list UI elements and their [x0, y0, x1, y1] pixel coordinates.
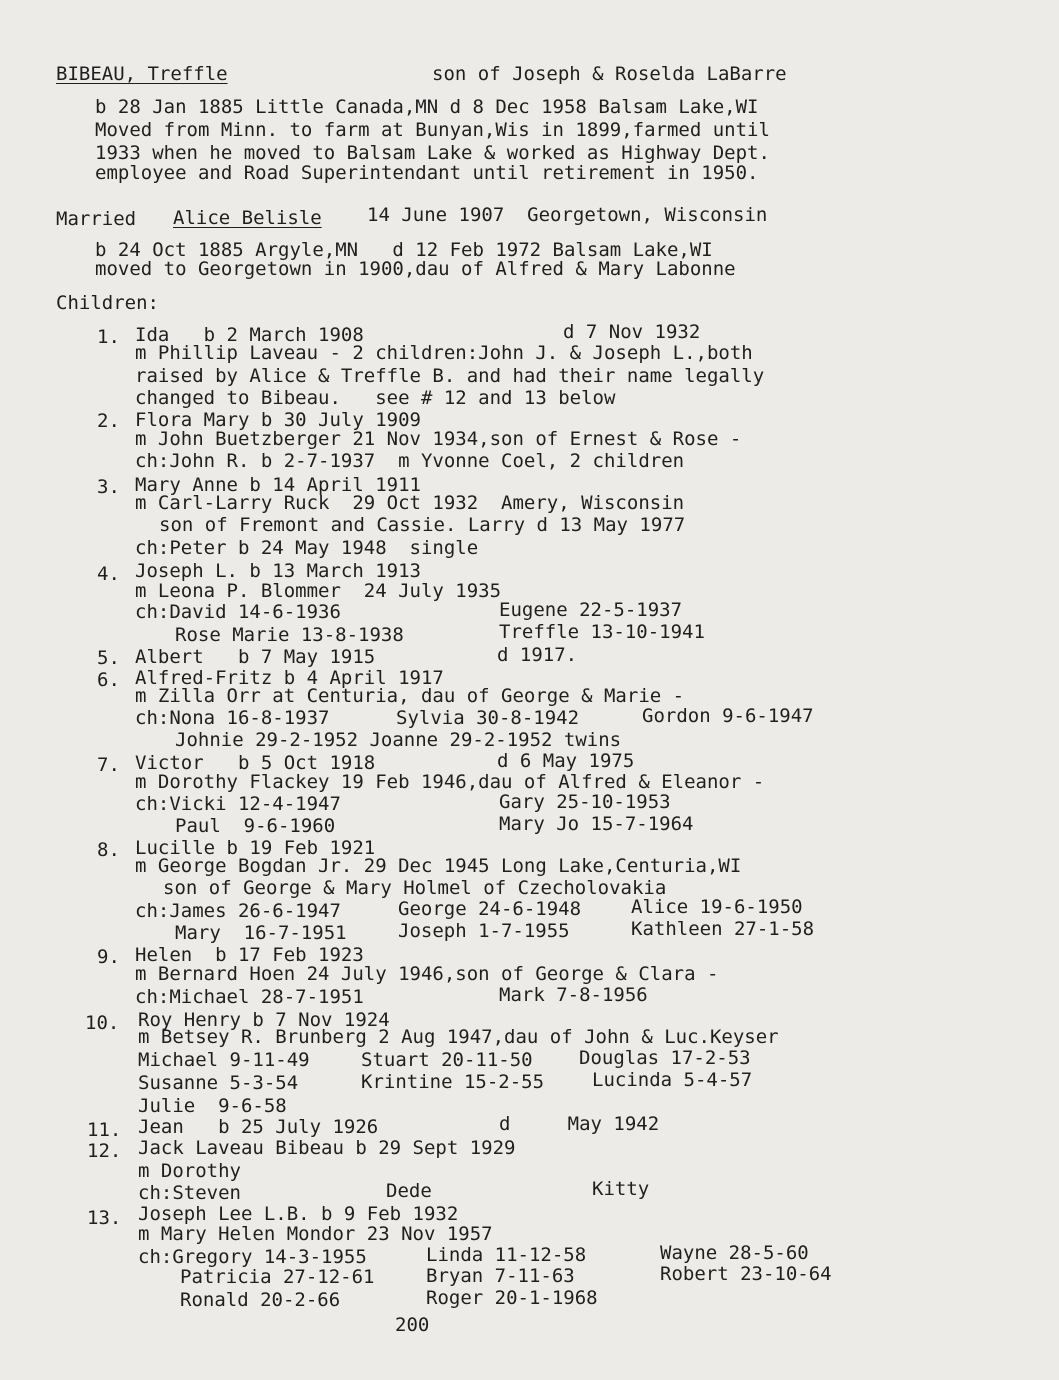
child-number: 1.: [97, 326, 120, 348]
child-line: m Mary Helen Mondor 23 Nov 1957: [138, 1223, 493, 1245]
grandchild: Johnie 29-2-1952 Joanne 29-2-1952 twins: [175, 729, 622, 751]
child-entry: Lucille b 19 Feb 1921: [135, 837, 376, 859]
grandchild: George 24-6-1948: [398, 898, 582, 920]
child-line: raised by Alice & Treffle B. and had their name legally: [135, 365, 765, 387]
child-line: ch:Peter b 24 May 1948 single: [135, 537, 479, 559]
child-entry: Jack Laveau Bibeau b 29 Sept 1929: [138, 1137, 516, 1159]
child-entry: Jean b 25 July 1926: [138, 1116, 379, 1138]
child-entry: Mary Anne b 14 April 1911: [135, 474, 421, 496]
child-entry: Victor b 5 Oct 1918: [135, 752, 376, 774]
grandchild: Rose Marie 13-8-1938: [175, 624, 404, 646]
children-heading: Children:: [56, 292, 159, 314]
child-line: m Phillip Laveau - 2 children:John J. & Joseph L.,both: [135, 342, 753, 364]
grandchild: Douglas 17-2-53: [579, 1047, 751, 1069]
child-line: changed to Bibeau. see # 12 and 13 below: [135, 387, 616, 409]
child-number: 6.: [97, 669, 120, 691]
child-line: son of Fremont and Cassie. Larry d 13 May 1977: [159, 514, 686, 536]
grandchild: Joseph 1-7-1955: [398, 920, 570, 942]
grandchild: Mary Jo 15-7-1964: [499, 813, 694, 835]
child-entry: Flora Mary b 30 July 1909: [135, 409, 421, 431]
grandchild: Bryan 7-11-63: [426, 1265, 575, 1287]
child-line: m George Bogdan Jr. 29 Dec 1945 Long Lake,Centuria,WI: [135, 855, 742, 877]
child-death: d 7 Nov 1932: [563, 321, 701, 343]
grandchild: Michael 9-11-49: [138, 1049, 310, 1071]
spouse-line: moved to Georgetown in 1900,dau of Alfred & Mary Labonne: [95, 258, 736, 280]
bio-line: employee and Road Superintendant until retirement in 1950.: [95, 162, 759, 184]
grandchild: Gary 25-10-1953: [499, 791, 671, 813]
child-number: 5.: [97, 647, 120, 669]
child-number: 2.: [97, 410, 120, 432]
child-line: m Carl-Larry Ruck 29 Oct 1932 Amery, Wisconsin: [135, 492, 685, 514]
child-entry: Joseph L. b 13 March 1913: [135, 560, 421, 582]
bio-line: 1933 when he moved to Balsam Lake & worked as Highway Dept.: [95, 142, 770, 164]
grandchild: Kathleen 27-1-58: [631, 918, 815, 940]
grandchild: Sylvia 30-8-1942: [396, 707, 580, 729]
grandchild: ch:Nona 16-8-1937: [135, 707, 330, 729]
grandchild: ch:James 26-6-1947: [135, 900, 341, 922]
child-entry: Joseph Lee L.B. b 9 Feb 1932: [138, 1203, 459, 1225]
marriage-details: 14 June 1907 Georgetown, Wisconsin: [367, 204, 768, 226]
child-number: 4.: [97, 563, 120, 585]
child-number: 3.: [97, 476, 120, 498]
child-line: m Dorothy: [138, 1160, 241, 1182]
grandchild: Krintine 15-2-55: [361, 1071, 545, 1093]
child-line: m Dorothy Flackey 19 Feb 1946,dau of Alfred & Eleanor -: [135, 771, 765, 793]
person-name: BIBEAU, Treffle: [56, 63, 228, 85]
child-number: 13.: [87, 1207, 122, 1229]
grandchild: Dede: [386, 1180, 432, 1202]
grandchild: Alice 19-6-1950: [631, 896, 803, 918]
child-death: d 1917.: [497, 644, 578, 666]
grandchild: Ronald 20-2-66: [180, 1289, 341, 1311]
child-death: d 6 May 1975: [497, 750, 635, 772]
grandchild: Wayne 28-5-60: [660, 1242, 809, 1264]
spouse-line: b 24 Oct 1885 Argyle,MN d 12 Feb 1972 Balsam Lake,WI: [95, 239, 713, 261]
grandchild: ch:David 14-6-1936: [135, 601, 341, 623]
grandchild: Mary 16-7-1951: [175, 922, 347, 944]
grandchild: Stuart 20-11-50: [361, 1049, 533, 1071]
child-number: 10.: [85, 1012, 120, 1034]
child-line: m Leona P. Blommer 24 July 1935: [135, 580, 502, 602]
child-line: m John Buetzberger 21 Nov 1934,son of Ernest & Rose -: [135, 428, 742, 450]
grandchild: Julie 9-6-58: [138, 1095, 287, 1117]
bio-line: Moved from Minn. to farm at Bunyan,Wis in 1899,farmed until: [95, 119, 770, 141]
grandchild: Susanne 5-3-54: [138, 1072, 299, 1094]
child-death: d May 1942: [499, 1113, 660, 1135]
child-line: m Bernard Hoen 24 July 1946,son of George & Clara -: [135, 963, 719, 985]
page-number: 200: [395, 1314, 430, 1336]
child-line: m Zilla Orr at Centuria, dau of George & Marie -: [135, 685, 685, 707]
grandchild: ch:Gregory 14-3-1955: [138, 1246, 367, 1268]
grandchild: ch:Michael 28-7-1951: [135, 986, 364, 1008]
grandchild: Paul 9-6-1960: [175, 815, 336, 837]
grandchild: Roger 20-1-1968: [426, 1287, 598, 1309]
child-number: 9.: [97, 946, 120, 968]
child-number: 7.: [97, 754, 120, 776]
child-entry: Albert b 7 May 1915: [135, 646, 376, 668]
grandchild: ch:Vicki 12-4-1947: [135, 793, 341, 815]
grandchild: Kitty: [592, 1178, 650, 1200]
child-entry: Ida b 2 March 1908: [135, 324, 364, 346]
grandchild: Linda 11-12-58: [426, 1244, 587, 1266]
grandchild: Mark 7-8-1956: [499, 984, 648, 1006]
child-line: son of George & Mary Holmel of Czecholovakia: [163, 877, 667, 899]
child-line: ch:John R. b 2-7-1937 m Yvonne Coel, 2 children: [135, 450, 685, 472]
grandchild: Patricia 27-12-61: [180, 1266, 375, 1288]
grandchild: Treffle 13-10-1941: [499, 621, 705, 643]
married-label: Married: [56, 208, 137, 230]
bio-line: b 28 Jan 1885 Little Canada,MN d 8 Dec 1958 Balsam Lake,WI: [95, 96, 759, 118]
child-number: 8.: [97, 839, 120, 861]
grandchild: Lucinda 5-4-57: [592, 1069, 753, 1091]
child-entry: Alfred-Fritz b 4 April 1917: [135, 667, 444, 689]
child-line: m Betsey R. Brunberg 2 Aug 1947,dau of John & Luc.Keyser: [138, 1026, 779, 1048]
grandchild: Gordon 9-6-1947: [642, 705, 814, 727]
parents-line: son of Joseph & Roselda LaBarre: [432, 63, 787, 85]
grandchild: ch:Steven: [138, 1182, 241, 1204]
child-number: 11.: [87, 1119, 122, 1141]
grandchild: Robert 23-10-64: [660, 1263, 832, 1285]
grandchild: Eugene 22-5-1937: [499, 599, 683, 621]
child-entry: Roy Henry b 7 Nov 1924: [138, 1009, 390, 1031]
spouse-name: Alice Belisle: [173, 207, 322, 229]
child-number: 12.: [87, 1140, 122, 1162]
child-entry: Helen b 17 Feb 1923: [135, 944, 364, 966]
